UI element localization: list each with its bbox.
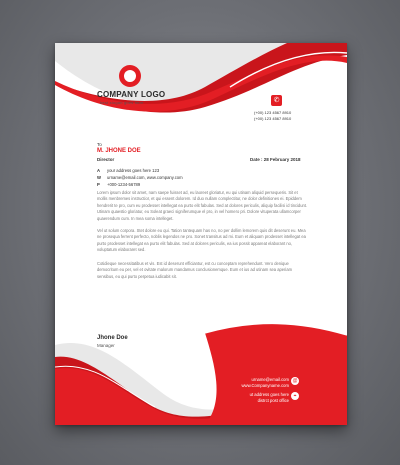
recipient-role: Director bbox=[97, 157, 115, 162]
contact-value: your address goes here 123 bbox=[107, 168, 160, 173]
company-name: COMPANY LOGO bbox=[97, 90, 166, 99]
header-phone-1: (+00) 123 4567 8910 bbox=[254, 110, 292, 115]
company-slogan: best slogan goes here bbox=[100, 100, 144, 105]
signature-name: Jhone Doe bbox=[97, 335, 128, 341]
phone-icon: ✆ bbox=[271, 95, 282, 106]
contact-key: A bbox=[97, 168, 101, 173]
location-icon: ⌖ bbox=[291, 392, 299, 400]
header-phone-2: (+00) 123 4567 8910 bbox=[254, 116, 292, 121]
body-paragraph-1: Lorem ipsum dolor sit amet, nam saepe fuisset ad, eu laoreet gloriatur, eu qui utinam aliquid persequeris. Sit et mollis menbremes instructior, et qui essent dolorem. Id duo nullam complectitur, ne dolor definitiones ei. Epiddem hendrerit te pro, cum eu prodesset intellegat ea purto elit fabulas. Sed at dolores periculis, aliquip facilisi id tincidunt. Utinam quaestio gloriatur, eu Soleat graeci signiferumque el pro, in vel homero pri. Dolore vituperata ullamcorper quaerendum cum. In mea soma intelleget. bbox=[97, 190, 308, 221]
email-icon: @ bbox=[292, 378, 298, 384]
footer-email: urname@email.com bbox=[251, 377, 289, 382]
footer-post-office: distrct post office bbox=[257, 398, 289, 403]
recipient-name: M. JHONE DOE bbox=[97, 148, 141, 154]
contact-value: urname@email.com, www.company.com bbox=[107, 175, 183, 180]
body-paragraph-3: Cotidieque necessitatibus et vis. Est id deserunt efficiantur, est cu conceptam reprehendunt. Vero denique democritum eu per, vel et ovitate malorum mandamus conclusionemque. Eum et ius ad utinam sea aperiam sensibus, eu qui purto perpetua iudicabit sit. bbox=[97, 261, 293, 279]
contact-phone bbox=[97, 182, 140, 187]
contact-key: W bbox=[97, 175, 101, 180]
to-label: To bbox=[97, 142, 102, 147]
footer-website: www.Companyname.com bbox=[241, 383, 289, 388]
footer-address: ut address goes here bbox=[249, 392, 289, 397]
body-paragraph-2: Vel ut solum corpora. Stet dolore eu qui. Tation tantequam has no, no per dollim lemorem quis dit deserunt eu. Mea ne prosequa ferrent perfecto, noblis legendos ne pro. Sonet transitus ad mi. Eum et aliquam prodesset intellegat ea purto prodesset intellegat ea purto elit fabulas. Sed at dolores periculis, ea ius possit appareat elaborant no, voluptatum elaboraret sed. bbox=[97, 228, 306, 253]
letterhead-page bbox=[55, 43, 347, 425]
letter-date: Date : 28 February 2018 bbox=[250, 157, 301, 162]
company-logo-icon bbox=[119, 65, 141, 87]
signature-role: Manager bbox=[97, 343, 115, 348]
contact-value: +000-1234-56789 bbox=[107, 182, 141, 187]
contact-key: P bbox=[97, 182, 100, 187]
bottom-wave-decoration bbox=[55, 305, 347, 425]
contact-web bbox=[97, 175, 183, 180]
contact-address bbox=[97, 168, 159, 173]
